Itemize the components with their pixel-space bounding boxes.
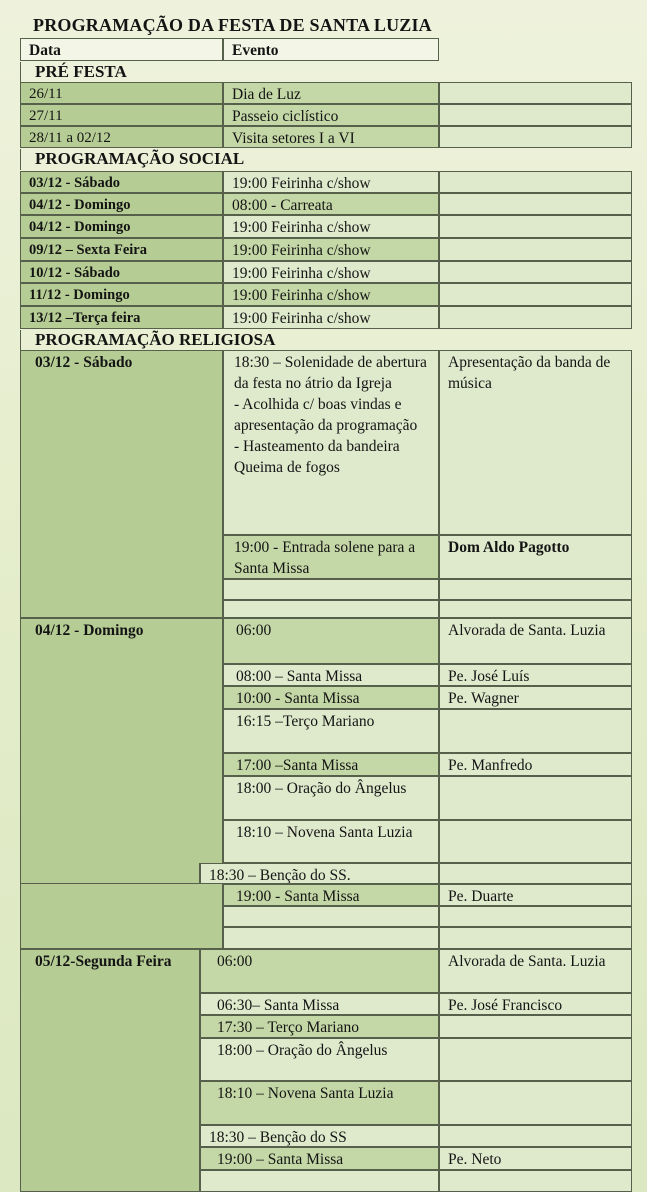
table-header [20,38,632,61]
day3-obs-1: Alvorada de Santa. Luzia [439,949,632,993]
social-event-3: 19:00 Feirinha c/show [223,215,439,238]
table-row [20,686,632,709]
day1-obs-2: Dom Aldo Pagotto [439,535,632,579]
day2-obs-4 [439,709,632,753]
day1-event-1: 18:30 – Solenidade de abertura da festa no átrio da Igreja - Acolhida c/ boas vindas e apresentação da programação - Hasteamento da bandeira Queima de fogos [223,350,439,535]
day3-date: 05/12-Segunda Feira [20,949,200,1192]
day3-obs-4 [439,1038,632,1081]
social-event-6: 19:00 Feirinha c/show [223,283,439,306]
day3-obs-5 [439,1081,632,1125]
table-row [20,1038,632,1081]
spacer [439,906,632,927]
social-date-4: 09/12 – Sexta Feira [20,238,223,261]
day2-event-3: 10:00 - Santa Missa [223,686,439,709]
table-row [20,126,632,148]
table-row [20,709,632,753]
day3-event-1: 06:00 [200,949,439,993]
day2-obs-2: Pe. José Luís [439,664,632,686]
pre-blank-1 [439,82,632,104]
day2-obs-6 [439,776,632,820]
header-data: Data [20,38,223,61]
section-religiosa: PROGRAMAÇÃO RELIGIOSA [20,330,632,350]
day2-obs-5: Pe. Manfredo [439,753,632,776]
day2-event-7: 18:10 – Novena Santa Luzia [223,820,439,863]
table-row [20,1147,632,1170]
table-row [20,1015,632,1038]
day3-event-6: 18:30 – Benção do SS [200,1125,439,1147]
header-blank [439,38,632,61]
pre-blank-2 [439,104,632,126]
social-blank-6 [439,283,632,306]
social-blank-2 [439,193,632,215]
spacer [20,863,200,884]
table-row [20,1125,632,1147]
social-blank-1 [439,171,632,193]
day3-event-3: 17:30 – Terço Mariano [200,1015,439,1038]
day2-obs-1: Alvorada de Santa. Luzia [439,618,632,664]
spacer-row [20,600,632,618]
pre-date-3: 28/11 a 02/12 [20,126,223,148]
table-row [20,193,632,215]
day2-event-2: 08:00 – Santa Missa [223,664,439,686]
table-row [20,820,632,863]
table-row [20,350,632,535]
pre-blank-3 [439,126,632,148]
table-row [20,104,632,126]
table-row [20,664,632,686]
social-event-5: 19:00 Feirinha c/show [223,261,439,283]
pre-event-3: Visita setores I a VI [223,126,439,148]
day1-date: 03/12 - Sábado [20,350,223,618]
spacer [223,600,439,618]
table-row [20,949,632,993]
day3-obs-2: Pe. José Francisco [439,993,632,1015]
spacer [200,1170,439,1192]
social-blank-3 [439,215,632,238]
spacer-row [20,579,632,600]
social-event-2: 08:00 - Carreata [223,193,439,215]
table-row [20,82,632,104]
social-event-4: 19:00 Feirinha c/show [223,238,439,261]
spacer [439,600,632,618]
day2-event-8: 18:30 – Benção do SS. [200,863,439,884]
social-blank-7 [439,306,632,329]
pre-date-2: 27/11 [20,104,223,126]
section-pre-festa: PRÉ FESTA [20,62,632,82]
table-row [20,283,632,306]
table-row [20,238,632,261]
day2-event-5: 17:00 –Santa Missa [223,753,439,776]
day2-event-6: 18:00 – Oração do Ângelus [223,776,439,820]
day3-obs-7: Pe. Neto [439,1147,632,1170]
day2-event-4: 16:15 –Terço Mariano [223,709,439,753]
day2-event-1: 06:00 [223,618,439,664]
table-row [20,884,632,906]
social-date-2: 04/12 - Domingo [20,193,223,215]
table-row [20,535,632,579]
spacer [223,579,439,600]
social-date-7: 13/12 –Terça feira [20,306,223,329]
spacer [439,1170,632,1192]
table-row [20,1081,632,1125]
table-row [20,776,632,820]
spacer-row [20,927,632,949]
table-row [20,261,632,283]
day3-obs-6 [439,1125,632,1147]
spacer-row [20,1170,632,1192]
table-row [20,993,632,1015]
table-row [20,215,632,238]
spacer [223,906,439,927]
spacer [223,927,439,949]
social-event-7: 19:00 Feirinha c/show [223,306,439,329]
pre-event-2: Passeio ciclístico [223,104,439,126]
table-row [20,171,632,193]
page-title: PROGRAMAÇÃO DA FESTA DE SANTA LUZIA [33,15,432,35]
spacer [439,927,632,949]
spacer [439,579,632,600]
day1-obs-1: Apresentação da banda de música [439,350,632,535]
day2-event-9: 19:00 - Santa Missa [223,884,439,906]
social-date-1: 03/12 - Sábado [20,171,223,193]
social-event-1: 19:00 Feirinha c/show [223,171,439,193]
pre-date-1: 26/11 [20,82,223,104]
table-row [20,618,632,664]
social-date-6: 11/12 - Domingo [20,283,223,306]
table-row [20,863,632,884]
day2-obs-3: Pe. Wagner [439,686,632,709]
pre-event-1: Dia de Luz [223,82,439,104]
day1-event-2: 19:00 - Entrada solene para a Santa Missa [223,535,439,579]
day2-date: 04/12 - Domingo [20,618,223,949]
spacer-row [20,906,632,927]
social-date-5: 10/12 - Sábado [20,261,223,283]
day2-obs-7 [439,820,632,863]
day3-obs-3 [439,1015,632,1038]
day3-event-4: 18:00 – Oração do Ângelus [200,1038,439,1081]
social-date-3: 04/12 - Domingo [20,215,223,238]
day2-obs-9: Pe. Duarte [439,884,632,906]
table-row [20,753,632,776]
header-evento: Evento [223,38,439,61]
day2-obs-8 [439,863,632,884]
social-blank-5 [439,261,632,283]
day3-event-5: 18:10 – Novena Santa Luzia [200,1081,439,1125]
section-social: PROGRAMAÇÃO SOCIAL [20,149,632,170]
day3-event-7: 19:00 – Santa Missa [200,1147,439,1170]
social-blank-4 [439,238,632,261]
table-row [20,306,632,329]
day3-event-2: 06:30– Santa Missa [200,993,439,1015]
